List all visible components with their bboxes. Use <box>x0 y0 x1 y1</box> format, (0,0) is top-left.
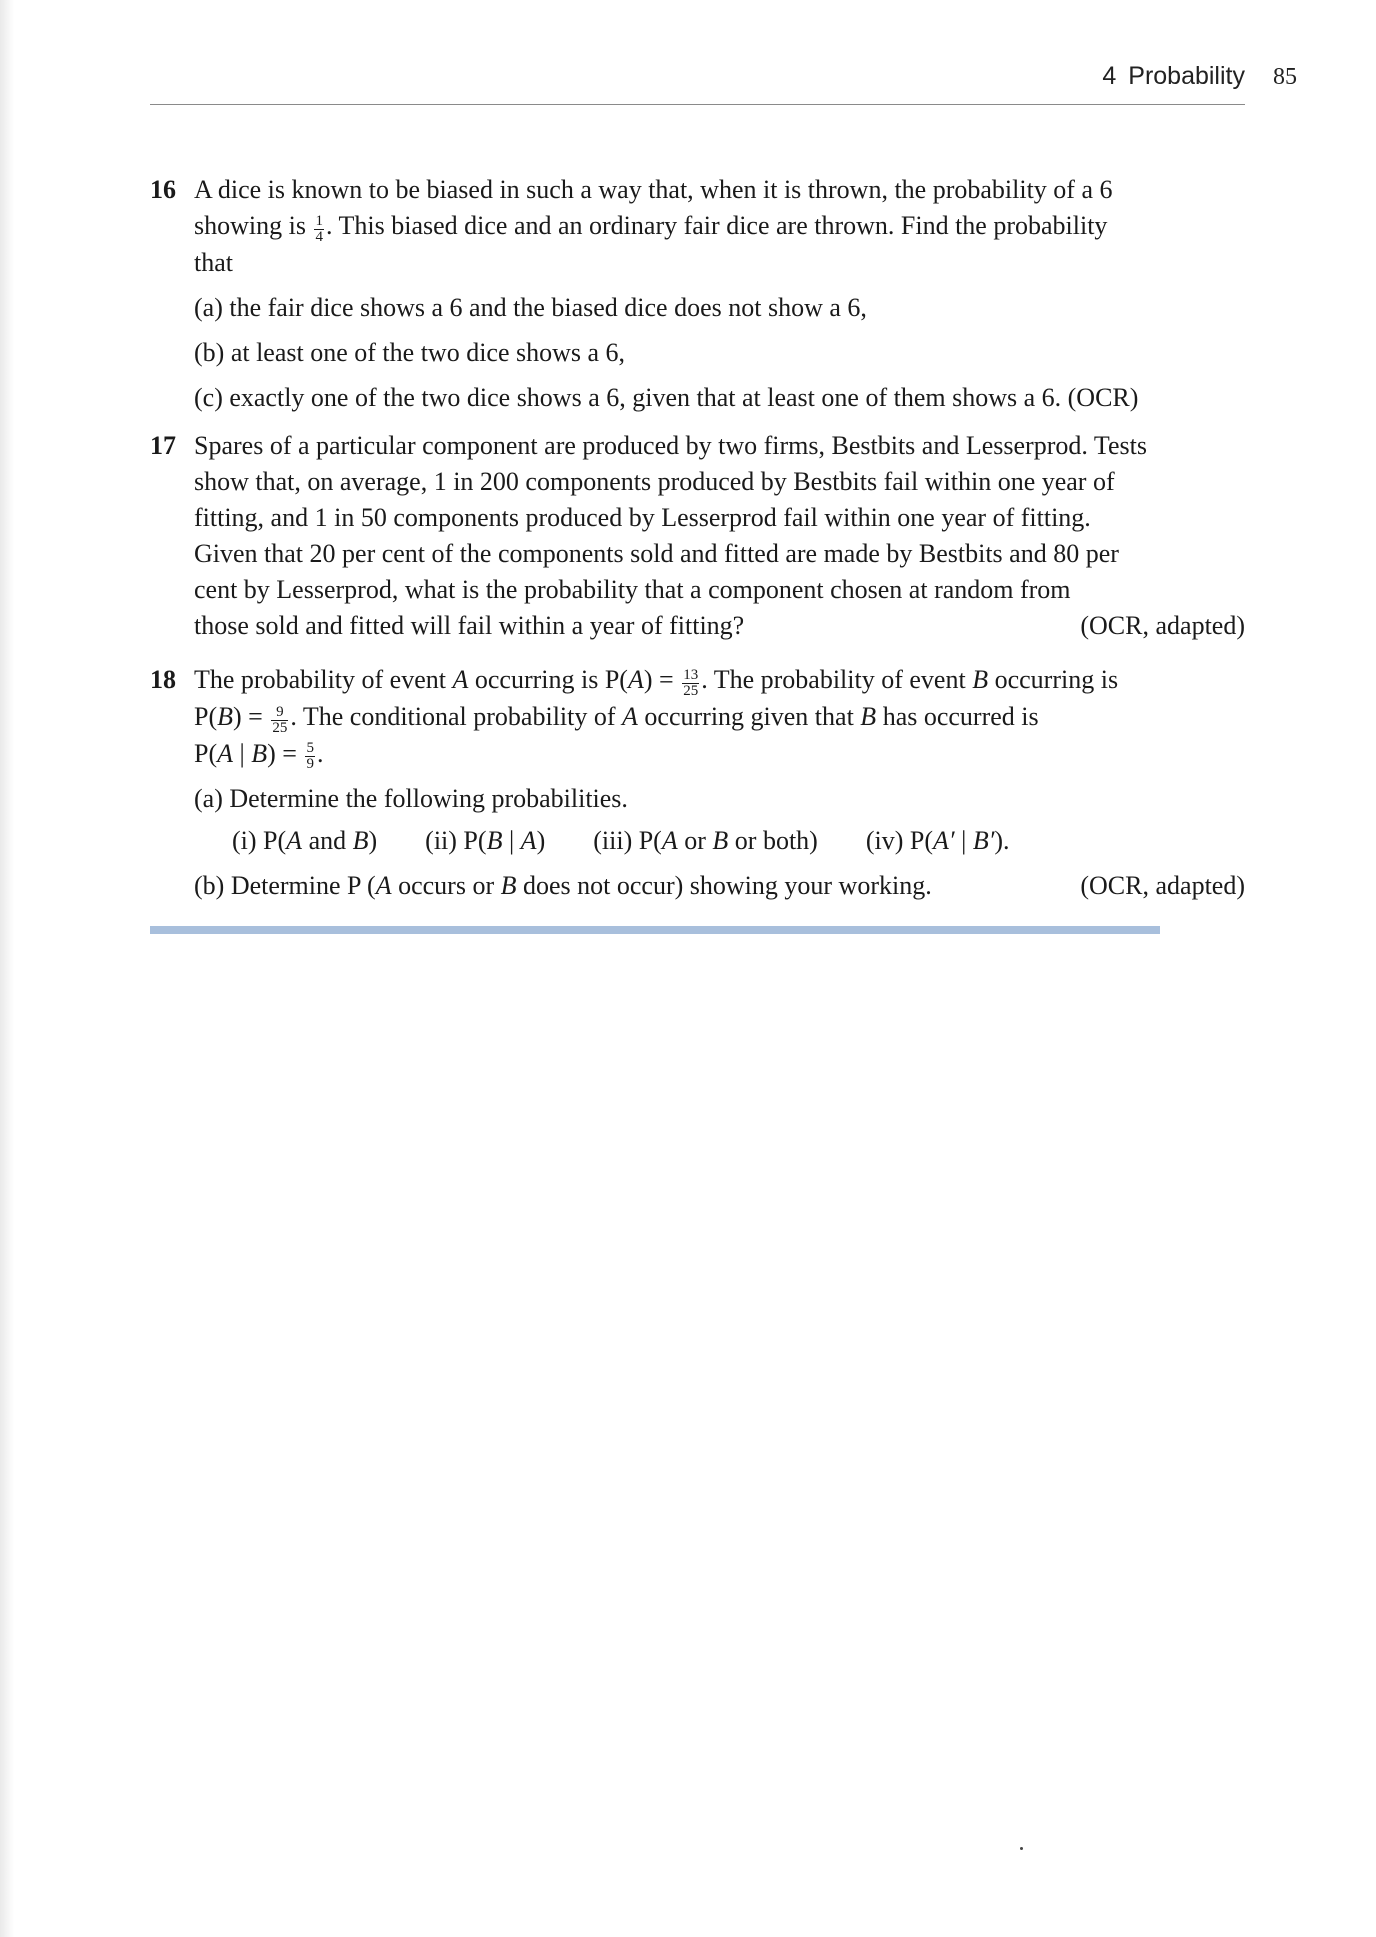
sub-part-i: (i) P(A and B) <box>232 826 378 856</box>
text-span: has occurred is <box>882 701 1039 731</box>
text-span: ) = <box>233 701 263 731</box>
sub-parts <box>232 823 1245 859</box>
variable-b: B <box>217 701 234 731</box>
numerator: 13 <box>683 666 699 683</box>
chapter-heading <box>1102 62 1245 91</box>
variable-b: B <box>860 701 877 731</box>
source-attribution: (OCR, adapted) <box>1080 611 1245 640</box>
chapter-title: Probability <box>1128 62 1245 90</box>
header-rule <box>150 104 1245 105</box>
page-number: 85 <box>1273 64 1297 90</box>
denominator: 4 <box>315 228 323 245</box>
text-span: occurring given that <box>644 701 854 731</box>
denominator: 25 <box>272 719 288 736</box>
question-number: 16 <box>150 175 176 204</box>
question-18 <box>150 662 1245 904</box>
sub-part-ii: (ii) P(B | A) <box>425 826 546 856</box>
part-a: (a) Determine the following probabilities. <box>194 784 628 814</box>
text-span: | <box>233 738 252 768</box>
question-16 <box>150 172 1245 416</box>
text-span: P( <box>194 701 218 731</box>
text-span: occurring is <box>994 665 1119 694</box>
question-number: 18 <box>150 665 176 694</box>
question-17 <box>150 428 1245 644</box>
text-span: . The conditional probability of <box>290 701 616 731</box>
text-line: show that, on average, 1 in 200 components produced by Bestbits fail within one year of <box>194 467 1115 496</box>
text-span: The probability of event <box>194 665 446 694</box>
text-span: . <box>316 738 324 768</box>
page-edge-shadow <box>0 0 14 1937</box>
text-line <box>194 736 1245 773</box>
text-line: A dice is known to be biased in such a way that, when it is thrown, the probability of a 6 <box>194 175 1113 204</box>
denominator: 9 <box>306 756 314 773</box>
chapter-number: 4 <box>1102 62 1117 90</box>
variable-b: B <box>251 738 268 768</box>
text-span: . The probability of event <box>701 665 966 694</box>
question-number: 17 <box>150 431 176 460</box>
sub-part-iii: (iii) P(A or B or both) <box>593 826 818 856</box>
numerator: 5 <box>306 740 314 757</box>
variable-a: A <box>452 665 469 694</box>
sub-part-iv: (iv) P(A′ | B′). <box>865 826 1010 856</box>
fraction-5-9 <box>305 741 315 772</box>
text-span: . This biased dice and an ordinary fair dice are thrown. Find the probability <box>325 211 1108 240</box>
part-b-text: (b) Determine P (A occurs or B does not occur) showing your working. <box>194 871 932 901</box>
part-b: (b) at least one of the two dice shows a 6, <box>194 337 626 367</box>
variable-a: A <box>622 701 638 731</box>
variable-a: A <box>217 738 234 768</box>
question-text <box>194 172 1245 281</box>
text-line <box>194 699 1245 736</box>
fraction-13-25 <box>682 668 699 699</box>
fraction-one-quarter <box>314 214 324 245</box>
variable-a: A <box>627 665 644 694</box>
part-c: (c) exactly one of the two dice shows a 6, given that at least one of them shows a 6. (OCR) <box>194 382 1139 412</box>
denominator: 25 <box>683 682 699 699</box>
source-attribution: (OCR, adapted) <box>1080 871 1245 901</box>
print-speck <box>1020 1847 1023 1850</box>
text-span: showing is <box>194 211 306 240</box>
part-b <box>194 868 1245 904</box>
text-line: cent by Lesserprod, what is the probability that a component chosen at random from <box>194 575 1071 604</box>
part-a: (a) the fair dice shows a 6 and the biased dice does not show a 6, <box>194 292 867 322</box>
text-line: Given that 20 per cent of the components sold and fitted are made by Bestbits and 80 per <box>194 539 1119 568</box>
text-span: occurring is P( <box>474 665 628 694</box>
numerator: 9 <box>271 705 288 721</box>
running-header <box>150 62 1245 102</box>
text-span: P( <box>194 738 218 768</box>
text-line <box>194 608 1245 644</box>
text-span: ) = <box>267 738 297 768</box>
question-text <box>194 662 1245 772</box>
fraction-9-25 <box>271 705 288 736</box>
numerator: 1 <box>315 212 323 229</box>
exercise-end-bar <box>150 926 1160 934</box>
text-line: Spares of a particular component are produced by two firms, Bestbits and Lesserprod. Tests <box>194 431 1147 460</box>
text-line: fitting, and 1 in 50 components produced by Lesserprod fail within one year of fitting. <box>194 503 1091 532</box>
text-line <box>194 662 1245 699</box>
text-span: ) = <box>643 665 674 694</box>
question-text <box>194 428 1245 644</box>
variable-b: B <box>972 665 989 694</box>
text-span: those sold and fitted will fail within a year of fitting? <box>194 611 745 640</box>
text-line: that <box>194 247 233 277</box>
text-line <box>194 208 1245 245</box>
